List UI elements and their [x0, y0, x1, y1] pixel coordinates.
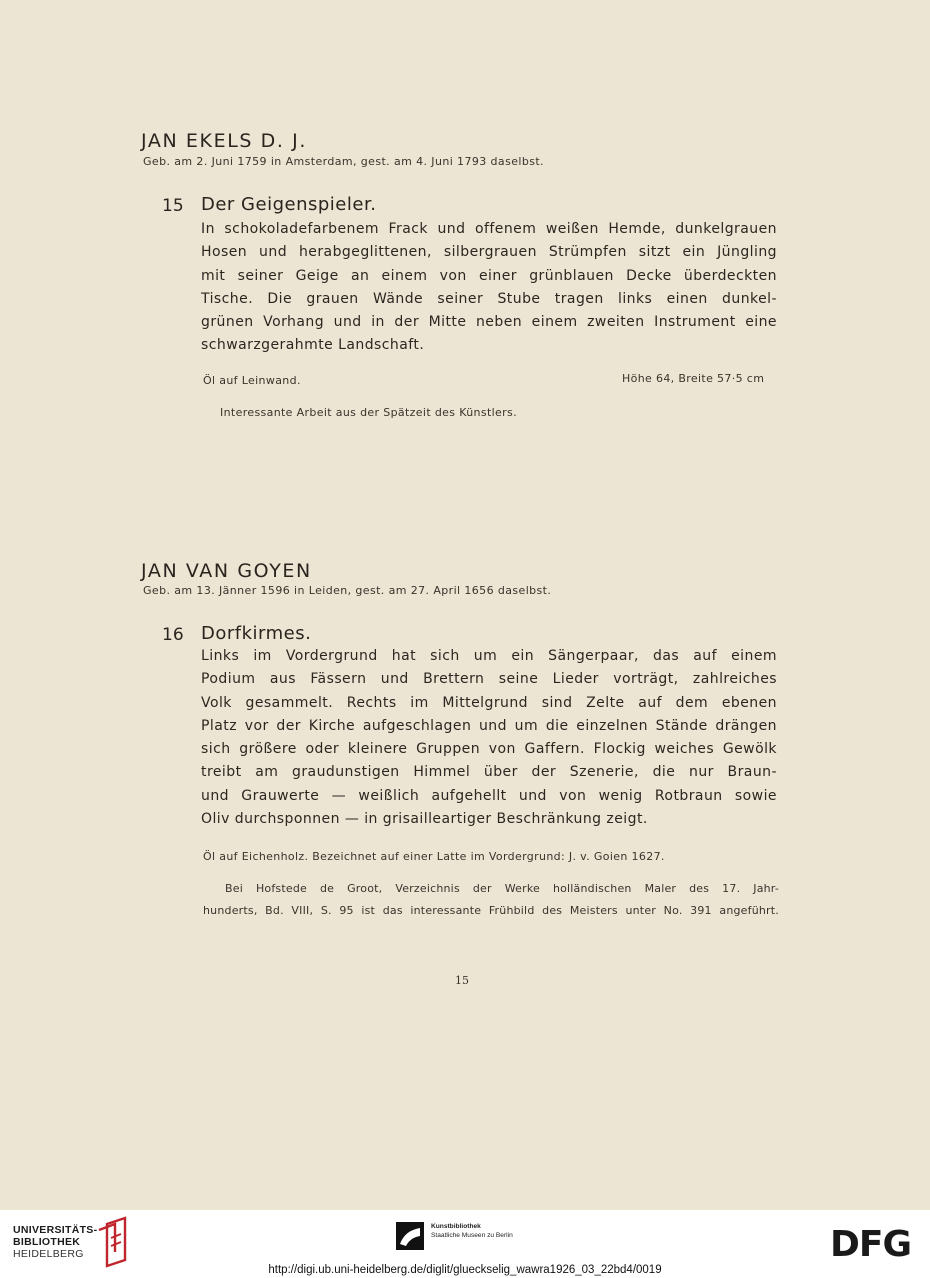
description-line: Podium aus Fässern und Brettern seine Lieder vorträgt, zahlreiches: [201, 671, 777, 688]
description-line: und Grauwerte — weißlich aufgehellt und von wenig Rotbraun sowie: [201, 787, 777, 804]
ub-heidelberg-logo[interactable]: [13, 1224, 97, 1260]
artist-name-ekels: JAN EKELS D. J.: [141, 130, 308, 152]
artist-life-dates-ekels: Geb. am 2. Juni 1759 in Amsterdam, gest. am 4. Juni 1793 daselbst.: [143, 155, 544, 168]
description-line: treibt am graudunstigen Himmel über der Szenerie, die nur Braun-: [201, 764, 777, 781]
description-line: Platz vor der Kirche aufgeschlagen und um die einzelnen Stände drängen: [201, 717, 777, 734]
entry-description-dorfkirmes: [201, 645, 777, 831]
footer-bar: [0, 1210, 930, 1278]
kunstbibliothek-name: Kunstbibliothek: [431, 1223, 481, 1230]
entry-medium-16: Öl auf Eichenholz. Bezeichnet auf einer Latte im Vordergrund: J. v. Goien 1627.: [203, 850, 665, 863]
description-line: grünen Vorhang und in der Mitte neben einem zweiten Instrument eine: [201, 314, 777, 331]
entry-note-15: Interessante Arbeit aus der Spätzeit des Künstlers.: [220, 406, 517, 419]
entry-dimensions-15: Höhe 64, Breite 57·5 cm: [622, 372, 765, 385]
entry-number-15: 15: [162, 196, 184, 216]
artist-life-dates-van-goyen: Geb. am 13. Jänner 1596 in Leiden, gest. am 27. April 1656 daselbst.: [143, 584, 552, 597]
kunstbibliothek-mark-icon: [396, 1222, 424, 1250]
description-line: mit seiner Geige an einem von einer grünblauen Decke überdeckten: [201, 267, 777, 284]
note-line: Bei Hofstede de Groot, Verzeichnis der Werke holländischen Maler des 17. Jahr-: [225, 882, 779, 895]
ub-logo-line-2: BIBLIOTHEK: [13, 1236, 81, 1248]
dfg-logo-icon[interactable]: [830, 1226, 916, 1260]
entry-title-geigenspieler: Der Geigenspieler.: [201, 194, 377, 215]
ub-logo-line-1: UNIVERSITÄTS-: [13, 1224, 98, 1236]
description-line: Hosen und herabgeglittenen, silbergrauen Strümpfen sitzt ein Jüngling: [201, 244, 777, 261]
entry-note-16: [203, 878, 779, 922]
description-line: Oliv durchsponnen — in grisailleartiger Beschränkung zeigt.: [201, 811, 648, 828]
ub-logo-line-3: HEIDELBERG: [13, 1248, 84, 1260]
entry-medium-15: Öl auf Leinwand.: [203, 374, 301, 387]
description-line: Volk gesammelt. Rechts im Mittelgrund sind Zelte auf dem ebenen: [201, 694, 777, 711]
description-line: sich größere oder kleinere Gruppen von Gaffern. Flockig weiches Gewölk: [201, 741, 777, 758]
entry-description-geigenspieler: [201, 218, 777, 358]
page-number: 15: [455, 974, 469, 987]
ub-heidelberg-mark-icon: [95, 1216, 131, 1268]
artist-name-van-goyen: JAN VAN GOYEN: [141, 560, 312, 582]
description-line: Tische. Die grauen Wände seiner Stube tragen links einen dunkel-: [201, 290, 777, 307]
permalink-url[interactable]: http://digi.ub.uni-heidelberg.de/diglit/glueckselig_wawra1926_03_22bd4/0019: [268, 1264, 662, 1276]
kunstbibliothek-subtitle: Staatliche Museen zu Berlin: [431, 1232, 513, 1239]
note-line: hunderts, Bd. VIII, S. 95 ist das interessante Frühbild des Meisters unter No. 391 angeführt.: [203, 904, 779, 917]
entry-title-dorfkirmes: Dorfkirmes.: [201, 623, 312, 644]
description-line: In schokoladefarbenem Frack und offenem weißen Hemde, dunkelgrauen: [201, 221, 777, 237]
description-line: schwarzgerahmte Landschaft.: [201, 337, 425, 354]
description-line: Links im Vordergrund hat sich um ein Sängerpaar, das auf einem: [201, 648, 777, 664]
entry-number-16: 16: [162, 625, 184, 645]
dfg-logo-text: DFG: [830, 1226, 912, 1260]
